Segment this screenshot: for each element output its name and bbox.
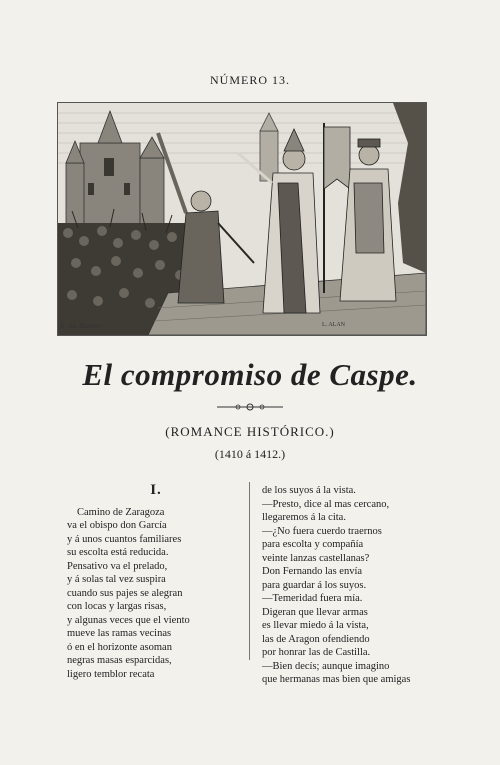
column-divider xyxy=(249,482,250,660)
verse-line: mueve las ramas vecinas xyxy=(67,628,172,639)
verse-line: Pensativo va el prelado, xyxy=(67,560,168,572)
verse-line: y á unos cuantos familiares xyxy=(67,533,182,545)
verse-line: por honrar las de Castilla. xyxy=(262,647,371,658)
verse-line: que hermanas mas bien que amigas xyxy=(262,674,411,685)
left-column xyxy=(67,484,245,681)
verse-line: su escolta está reducida. xyxy=(67,547,169,558)
verse-line: veinte lanzas castellanas? xyxy=(262,552,370,564)
issue-number: NÚMERO 13. xyxy=(209,73,290,87)
verse-line: Camino de Zaragoza xyxy=(77,506,165,518)
verse-line: es llevar miedo á la vista, xyxy=(262,620,369,631)
date-range: (1410 á 1412.) xyxy=(214,447,286,461)
artist-credit: L. ALAN xyxy=(322,322,345,328)
verse-line: de los suyos á la vista. xyxy=(262,485,356,496)
verse-line: y algunas veces que el viento xyxy=(67,614,190,626)
right-verse xyxy=(262,484,462,687)
verse-line: va el obispo don García xyxy=(67,520,167,531)
verse-line: Don Fernando las envía xyxy=(262,566,363,577)
ornament-flourish xyxy=(215,402,285,412)
section-numeral: I. xyxy=(150,482,162,498)
page-title: El compromiso de Caspe. xyxy=(82,357,418,392)
right-column xyxy=(262,484,462,687)
engraving-illustration xyxy=(57,102,427,336)
verse-line: para guardar á los suyos. xyxy=(262,579,367,591)
engraver-signature: E. Jus Dicuber xyxy=(60,322,102,330)
left-verse xyxy=(67,506,245,682)
verse-line: —¿No fuera cuerdo traernos xyxy=(262,525,382,537)
verse-line: llegaremos á la cita. xyxy=(262,512,346,523)
verse-line: Digeran que llevar armas xyxy=(262,606,368,618)
verse-line: ó en el horizonte asoman xyxy=(67,641,172,653)
subtitle: (ROMANCE HISTÓRICO.) xyxy=(165,424,335,439)
verse-line: las de Aragon ofendiendo xyxy=(262,633,370,645)
verse-line: —Temeridad fuera mía. xyxy=(262,593,363,604)
verse-line: negras masas esparcidas, xyxy=(67,655,172,666)
verse-line: ligero temblor recata xyxy=(67,668,155,680)
verse-line: para escolta y compañía xyxy=(262,539,364,550)
verse-line: con locas y largas risas, xyxy=(67,601,167,612)
verse-line: y á solas tal vez suspira xyxy=(67,574,166,585)
verse-line: —Presto, dice al mas cercano, xyxy=(262,498,390,510)
verse-line: —Bien decís; aunque imagino xyxy=(262,660,390,672)
engraving-scene xyxy=(58,103,426,335)
verse-line: cuando sus pajes se alegran xyxy=(67,587,183,599)
